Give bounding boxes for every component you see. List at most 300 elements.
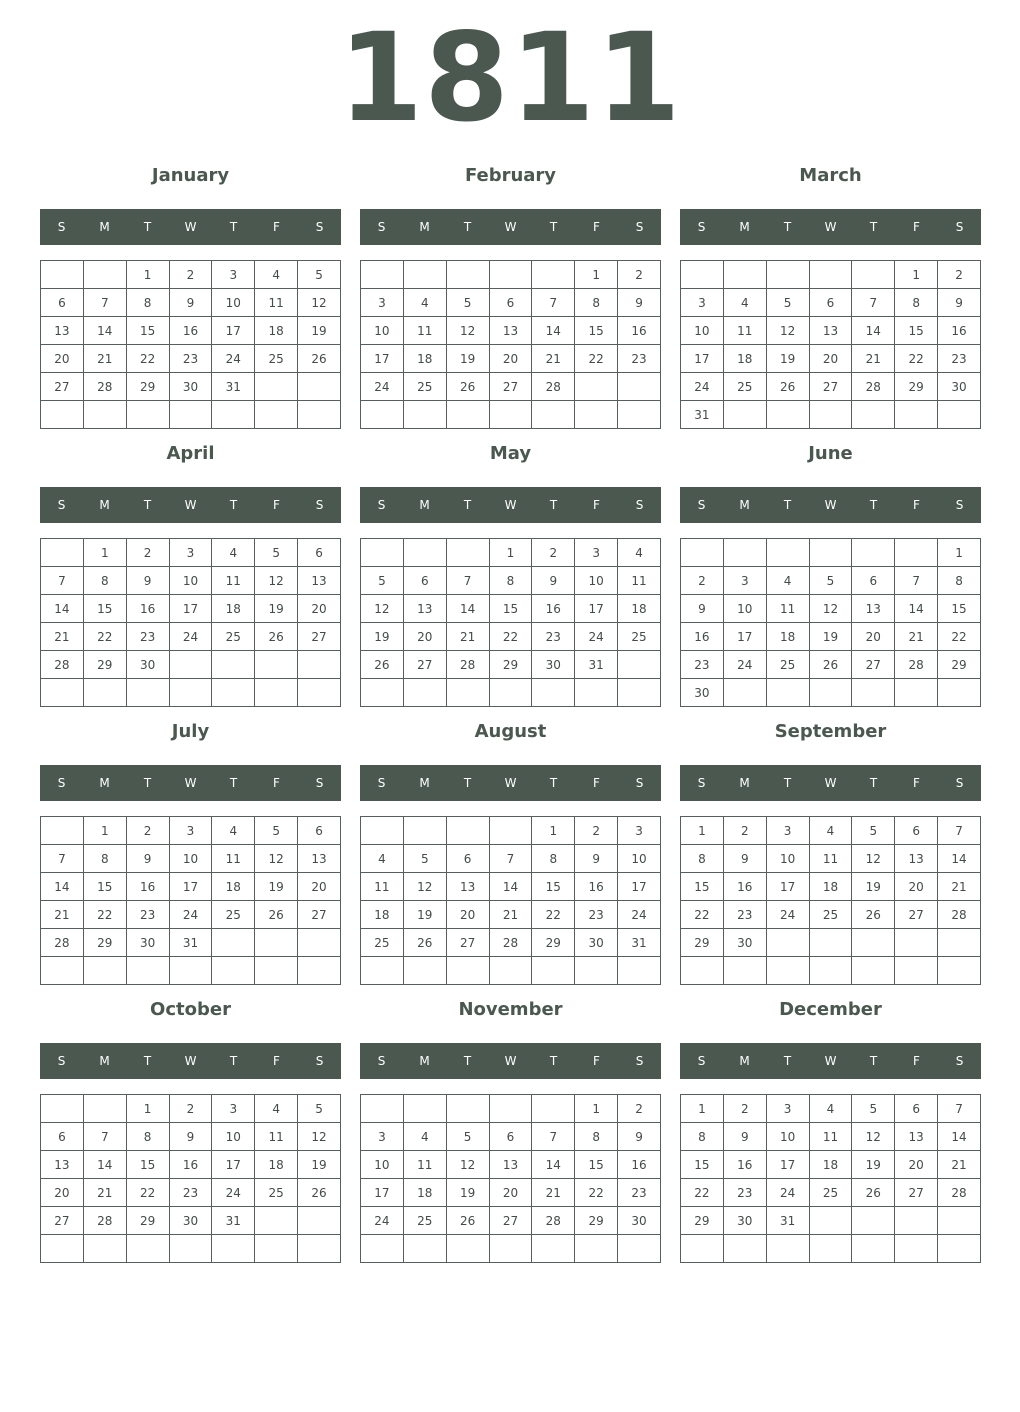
day-cell: 6 <box>809 289 852 317</box>
empty-cell <box>766 1235 809 1263</box>
weekday-label: W <box>504 776 517 790</box>
month-june <box>680 441 981 711</box>
day-cell: 23 <box>575 901 618 929</box>
day-cell: 13 <box>852 595 895 623</box>
day-cell: 28 <box>852 373 895 401</box>
empty-cell <box>298 1235 341 1263</box>
weekday-label: M <box>739 776 750 790</box>
day-cell: 11 <box>618 567 661 595</box>
day-cell: 6 <box>41 289 84 317</box>
day-grid <box>680 816 981 985</box>
day-cell: 10 <box>766 1123 809 1151</box>
day-cell: 20 <box>298 595 341 623</box>
day-cell: 23 <box>618 345 661 373</box>
month-title: March <box>799 165 862 186</box>
day-cell: 24 <box>618 901 661 929</box>
day-cell: 27 <box>895 1179 938 1207</box>
weekday-label: M <box>739 220 750 234</box>
empty-cell <box>852 679 895 707</box>
day-cell: 12 <box>298 1123 341 1151</box>
day-cell: 15 <box>83 595 126 623</box>
day-cell: 30 <box>681 679 724 707</box>
day-cell: 28 <box>83 373 126 401</box>
day-cell: 4 <box>403 1123 446 1151</box>
weekday-label: S <box>57 776 66 790</box>
day-cell: 2 <box>126 539 169 567</box>
day-cell: 2 <box>169 261 212 289</box>
empty-cell <box>766 539 809 567</box>
day-cell: 17 <box>169 873 212 901</box>
day-cell: 3 <box>618 817 661 845</box>
weekday-header <box>40 765 341 801</box>
weekday-label: S <box>697 776 706 790</box>
day-cell: 21 <box>938 873 981 901</box>
day-cell: 14 <box>895 595 938 623</box>
day-cell: 15 <box>938 595 981 623</box>
day-grid <box>360 538 661 707</box>
empty-cell <box>895 957 938 985</box>
day-cell: 22 <box>83 623 126 651</box>
day-cell: 18 <box>809 1151 852 1179</box>
empty-cell <box>169 651 212 679</box>
week-row <box>681 1179 981 1207</box>
month-title: November <box>458 999 563 1020</box>
empty-cell <box>723 261 766 289</box>
empty-cell <box>403 817 446 845</box>
day-cell: 16 <box>723 873 766 901</box>
day-cell: 2 <box>575 817 618 845</box>
day-cell: 13 <box>446 873 489 901</box>
empty-cell <box>575 1235 618 1263</box>
empty-cell <box>41 539 84 567</box>
empty-cell <box>895 539 938 567</box>
weekday-label: T <box>143 776 152 790</box>
day-cell: 11 <box>809 1123 852 1151</box>
empty-cell <box>723 401 766 429</box>
day-grid <box>360 1094 661 1263</box>
weekday-label: S <box>955 1054 964 1068</box>
day-cell: 6 <box>298 539 341 567</box>
day-cell: 21 <box>83 1179 126 1207</box>
day-cell: 9 <box>618 1123 661 1151</box>
day-cell: 24 <box>212 1179 255 1207</box>
day-cell: 25 <box>809 901 852 929</box>
week-row <box>41 873 341 901</box>
day-cell: 26 <box>852 1179 895 1207</box>
weekday-label: F <box>273 498 280 512</box>
day-cell: 27 <box>41 1207 84 1235</box>
weekday-label: W <box>824 220 837 234</box>
month-title: May <box>489 443 532 464</box>
week-row <box>41 957 341 985</box>
day-cell: 14 <box>489 873 532 901</box>
day-cell: 13 <box>403 595 446 623</box>
day-cell: 8 <box>895 289 938 317</box>
empty-cell <box>212 401 255 429</box>
day-cell: 4 <box>809 817 852 845</box>
weekday-label: T <box>783 1054 792 1068</box>
day-cell: 31 <box>618 929 661 957</box>
month-july <box>40 719 341 989</box>
empty-cell <box>298 373 341 401</box>
weekday-label: M <box>99 776 110 790</box>
day-cell: 21 <box>446 623 489 651</box>
weekday-label: T <box>229 1054 238 1068</box>
month-title: September <box>774 721 887 742</box>
day-cell: 11 <box>723 317 766 345</box>
empty-cell <box>403 1235 446 1263</box>
day-cell: 26 <box>766 373 809 401</box>
empty-cell <box>809 261 852 289</box>
day-cell: 8 <box>575 1123 618 1151</box>
day-cell: 22 <box>126 1179 169 1207</box>
day-cell: 14 <box>83 1151 126 1179</box>
day-cell: 24 <box>723 651 766 679</box>
day-cell: 27 <box>446 929 489 957</box>
empty-cell <box>298 679 341 707</box>
day-cell: 29 <box>681 929 724 957</box>
week-row <box>361 401 661 429</box>
empty-cell <box>618 957 661 985</box>
empty-cell <box>255 401 298 429</box>
weekday-label: W <box>824 776 837 790</box>
week-row <box>681 345 981 373</box>
day-cell: 3 <box>766 817 809 845</box>
weekday-label: S <box>57 220 66 234</box>
day-grid <box>40 260 341 429</box>
weekday-label: F <box>273 776 280 790</box>
day-cell: 24 <box>212 345 255 373</box>
day-cell: 25 <box>212 623 255 651</box>
day-cell: 31 <box>212 373 255 401</box>
empty-cell <box>809 957 852 985</box>
weekday-label: F <box>273 1054 280 1068</box>
day-cell: 8 <box>575 289 618 317</box>
day-cell: 4 <box>212 539 255 567</box>
weekday-label: T <box>229 776 238 790</box>
weekday-header <box>680 209 981 245</box>
week-row <box>41 845 341 873</box>
week-row <box>361 957 661 985</box>
day-cell: 28 <box>895 651 938 679</box>
day-cell: 30 <box>532 651 575 679</box>
empty-cell <box>446 261 489 289</box>
day-cell: 21 <box>41 623 84 651</box>
weekday-label: S <box>697 1054 706 1068</box>
weekday-label: M <box>99 220 110 234</box>
weekday-label: T <box>869 776 878 790</box>
week-row <box>681 929 981 957</box>
day-cell: 2 <box>532 539 575 567</box>
empty-cell <box>809 539 852 567</box>
week-row <box>41 401 341 429</box>
day-cell: 23 <box>532 623 575 651</box>
day-cell: 2 <box>681 567 724 595</box>
day-cell: 11 <box>766 595 809 623</box>
day-cell: 3 <box>766 1095 809 1123</box>
weekday-label: F <box>913 220 920 234</box>
week-row <box>41 1123 341 1151</box>
day-cell: 3 <box>169 539 212 567</box>
empty-cell <box>255 957 298 985</box>
empty-cell <box>766 261 809 289</box>
day-cell: 20 <box>489 345 532 373</box>
week-row <box>361 929 661 957</box>
day-cell: 15 <box>126 317 169 345</box>
day-cell: 3 <box>723 567 766 595</box>
week-row <box>41 289 341 317</box>
week-row <box>361 261 661 289</box>
weekday-label: M <box>419 1054 430 1068</box>
day-grid <box>360 260 661 429</box>
empty-cell <box>41 401 84 429</box>
day-cell: 16 <box>938 317 981 345</box>
empty-cell <box>41 1235 84 1263</box>
day-cell: 20 <box>489 1179 532 1207</box>
empty-cell <box>575 957 618 985</box>
day-cell: 13 <box>41 1151 84 1179</box>
day-cell: 16 <box>169 1151 212 1179</box>
week-row <box>361 289 661 317</box>
day-cell: 28 <box>41 929 84 957</box>
day-cell: 22 <box>489 623 532 651</box>
empty-cell <box>361 1095 404 1123</box>
day-cell: 30 <box>723 929 766 957</box>
day-cell: 18 <box>403 345 446 373</box>
empty-cell <box>852 1235 895 1263</box>
week-row <box>361 623 661 651</box>
day-cell: 4 <box>255 261 298 289</box>
day-cell: 9 <box>723 1123 766 1151</box>
empty-cell <box>766 957 809 985</box>
day-cell: 24 <box>169 623 212 651</box>
day-cell: 3 <box>575 539 618 567</box>
week-row <box>361 1207 661 1235</box>
week-row <box>41 317 341 345</box>
day-cell: 20 <box>809 345 852 373</box>
week-row <box>41 651 341 679</box>
weekday-label: M <box>419 776 430 790</box>
day-cell: 22 <box>83 901 126 929</box>
day-cell: 26 <box>255 901 298 929</box>
empty-cell <box>766 401 809 429</box>
week-row <box>361 901 661 929</box>
day-cell: 16 <box>575 873 618 901</box>
weekday-label: W <box>824 1054 837 1068</box>
day-cell: 1 <box>895 261 938 289</box>
day-cell: 27 <box>895 901 938 929</box>
weekday-label: F <box>913 776 920 790</box>
day-cell: 8 <box>938 567 981 595</box>
empty-cell <box>681 539 724 567</box>
empty-cell <box>212 1235 255 1263</box>
week-row <box>41 901 341 929</box>
day-cell: 7 <box>532 289 575 317</box>
weekday-header <box>40 1043 341 1079</box>
day-cell: 12 <box>446 1151 489 1179</box>
day-cell: 18 <box>255 1151 298 1179</box>
day-cell: 2 <box>723 817 766 845</box>
day-cell: 26 <box>852 901 895 929</box>
empty-cell <box>83 1235 126 1263</box>
day-cell: 26 <box>446 1207 489 1235</box>
month-title: December <box>779 999 882 1020</box>
day-cell: 17 <box>169 595 212 623</box>
day-cell: 16 <box>618 317 661 345</box>
day-cell: 3 <box>212 261 255 289</box>
day-cell: 1 <box>83 539 126 567</box>
day-cell: 10 <box>212 289 255 317</box>
day-cell: 11 <box>809 845 852 873</box>
day-cell: 2 <box>126 817 169 845</box>
empty-cell <box>403 1095 446 1123</box>
empty-cell <box>852 401 895 429</box>
day-cell: 3 <box>361 289 404 317</box>
day-cell: 6 <box>895 1095 938 1123</box>
day-cell: 24 <box>361 1207 404 1235</box>
day-cell: 1 <box>83 817 126 845</box>
weekday-label: M <box>739 1054 750 1068</box>
day-cell: 30 <box>169 373 212 401</box>
week-row <box>41 929 341 957</box>
day-cell: 30 <box>938 373 981 401</box>
day-cell: 7 <box>852 289 895 317</box>
empty-cell <box>681 957 724 985</box>
week-row <box>361 1151 661 1179</box>
year-title: 1811 <box>338 7 682 149</box>
weekday-label: S <box>955 498 964 512</box>
empty-cell <box>446 817 489 845</box>
weekday-label: M <box>419 498 430 512</box>
day-cell: 4 <box>255 1095 298 1123</box>
weekday-label: T <box>549 220 558 234</box>
day-cell: 23 <box>723 901 766 929</box>
week-row <box>41 373 341 401</box>
day-cell: 3 <box>681 289 724 317</box>
weekday-label: S <box>377 776 386 790</box>
day-cell: 19 <box>446 1179 489 1207</box>
day-cell: 21 <box>41 901 84 929</box>
day-cell: 7 <box>489 845 532 873</box>
day-cell: 14 <box>83 317 126 345</box>
empty-cell <box>83 261 126 289</box>
day-cell: 26 <box>298 1179 341 1207</box>
week-row <box>361 373 661 401</box>
day-cell: 21 <box>83 345 126 373</box>
weekday-label: W <box>184 220 197 234</box>
day-cell: 28 <box>938 1179 981 1207</box>
day-cell: 5 <box>403 845 446 873</box>
week-row <box>361 1179 661 1207</box>
day-cell: 5 <box>766 289 809 317</box>
weekday-label: S <box>377 220 386 234</box>
day-cell: 11 <box>403 1151 446 1179</box>
day-cell: 29 <box>126 1207 169 1235</box>
day-cell: 22 <box>126 345 169 373</box>
empty-cell <box>809 929 852 957</box>
day-cell: 21 <box>938 1151 981 1179</box>
weekday-label: S <box>315 1054 324 1068</box>
day-cell: 11 <box>403 317 446 345</box>
weekday-header <box>360 487 661 523</box>
empty-cell <box>575 679 618 707</box>
day-cell: 26 <box>361 651 404 679</box>
week-row <box>41 1179 341 1207</box>
month-april <box>40 441 341 711</box>
empty-cell <box>809 401 852 429</box>
day-cell: 30 <box>723 1207 766 1235</box>
empty-cell <box>212 651 255 679</box>
month-title: February <box>464 165 557 186</box>
day-cell: 21 <box>532 1179 575 1207</box>
empty-cell <box>895 401 938 429</box>
empty-cell <box>298 401 341 429</box>
empty-cell <box>403 679 446 707</box>
day-cell: 16 <box>723 1151 766 1179</box>
day-cell: 25 <box>403 1207 446 1235</box>
day-cell: 6 <box>489 1123 532 1151</box>
weekday-label: T <box>549 1054 558 1068</box>
weekday-label: M <box>419 220 430 234</box>
day-cell: 10 <box>169 567 212 595</box>
day-cell: 25 <box>809 1179 852 1207</box>
day-cell: 28 <box>446 651 489 679</box>
weekday-label: S <box>57 1054 66 1068</box>
day-cell: 27 <box>852 651 895 679</box>
day-cell: 7 <box>83 289 126 317</box>
day-cell: 15 <box>681 1151 724 1179</box>
day-cell: 21 <box>895 623 938 651</box>
day-cell: 22 <box>681 1179 724 1207</box>
empty-cell <box>169 1235 212 1263</box>
week-row <box>41 1235 341 1263</box>
day-cell: 10 <box>212 1123 255 1151</box>
day-cell: 1 <box>532 817 575 845</box>
day-cell: 7 <box>83 1123 126 1151</box>
empty-cell <box>809 1207 852 1235</box>
day-cell: 29 <box>895 373 938 401</box>
day-cell: 8 <box>126 289 169 317</box>
day-cell: 5 <box>361 567 404 595</box>
day-cell: 13 <box>895 845 938 873</box>
weekday-label: T <box>783 220 792 234</box>
day-cell: 16 <box>169 317 212 345</box>
empty-cell <box>895 1235 938 1263</box>
day-cell: 10 <box>681 317 724 345</box>
day-cell: 19 <box>361 623 404 651</box>
day-cell: 4 <box>361 845 404 873</box>
empty-cell <box>575 373 618 401</box>
empty-cell <box>446 679 489 707</box>
day-cell: 30 <box>126 651 169 679</box>
day-cell: 5 <box>255 539 298 567</box>
day-cell: 14 <box>938 845 981 873</box>
weekday-label: T <box>783 776 792 790</box>
week-row <box>681 1123 981 1151</box>
week-row <box>681 845 981 873</box>
day-cell: 5 <box>852 817 895 845</box>
empty-cell <box>618 401 661 429</box>
day-cell: 19 <box>255 873 298 901</box>
day-cell: 9 <box>126 567 169 595</box>
week-row <box>361 873 661 901</box>
day-cell: 5 <box>255 817 298 845</box>
week-row <box>681 317 981 345</box>
day-cell: 22 <box>681 901 724 929</box>
day-cell: 29 <box>938 651 981 679</box>
day-cell: 28 <box>532 1207 575 1235</box>
day-cell: 31 <box>169 929 212 957</box>
